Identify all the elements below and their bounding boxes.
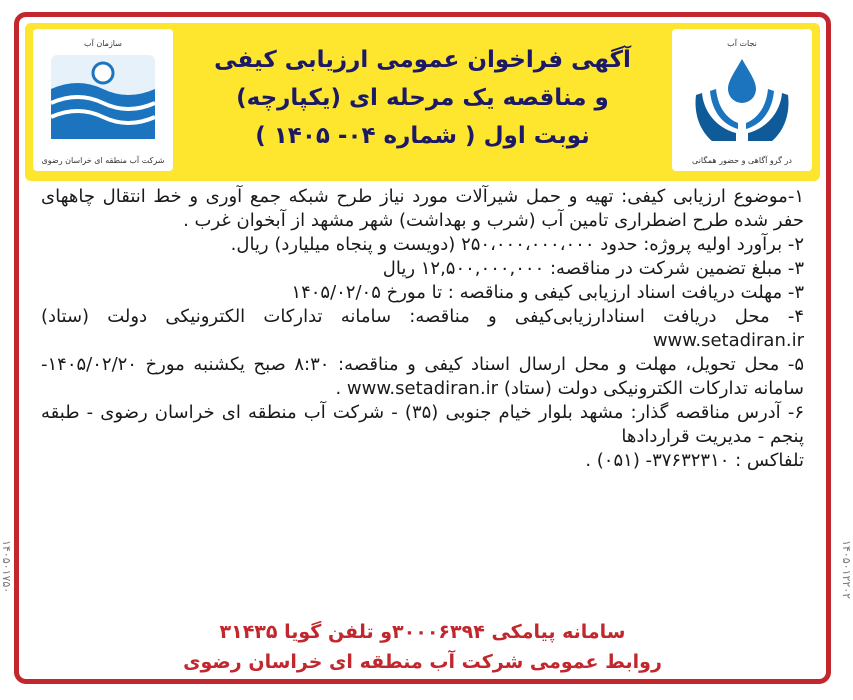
footer-sms-line: سامانه پیامکی ۳۰۰۰۶۳۹۴و تلفن گویا ۳۱۴۳۵: [219, 621, 626, 643]
header-banner: [25, 23, 820, 181]
title-line-2: و مناقصه یک مرحله ای (یکپارچه): [236, 85, 609, 111]
footer-contact: [41, 617, 804, 677]
item-telefax: تلفاکس : ۳۷۶۳۲۳۱۰- (۰۵۱) .: [585, 450, 804, 471]
logo-top-text: نجات آب: [727, 39, 757, 48]
logo-caption: در گرو آگاهی و حضور همگانی: [692, 156, 792, 165]
item-bid-bond: ۳- مبلغ تضمین شرکت در مناقصه: ۱۲,۵۰۰,۰۰۰,۰۰۰ ریال: [382, 258, 804, 279]
item-document-location: ۴- محل دریافت اسنادارزیابی‌کیفی و مناقصه: سامانه تدارکات الکترونیکی دولت (ستاد) www.setadiran.ir: [41, 306, 804, 351]
footer-public-relations: روابط عمومی شرکت آب منطقه ای خراسان رضوی: [183, 651, 662, 673]
side-code-left: ۱۴۰۵۰۱۷۵۰: [0, 540, 13, 594]
item-tender-address: ۶- آدرس مناقصه گذار: مشهد بلوار خیام جنوبی (۳۵) - شرکت آب منطقه ای خراسان رضوی - طبقه پنجم - مدیریت قراردادها: [41, 402, 804, 447]
logo-top-text: سازمان آب: [84, 39, 122, 48]
water-waves-icon: [33, 29, 173, 171]
logo-caption: شرکت آب منطقه ای خراسان رضوی: [41, 156, 165, 165]
save-water-logo: [672, 29, 812, 171]
hands-water-drop-icon: [672, 29, 812, 171]
ad-frame: [14, 12, 831, 684]
item-submission-details: ۵- محل تحویل، مهلت و محل ارسال اسناد کیفی و مناقصه: ۸:۳۰ صبح یکشنبه مورخ ۱۴۰۵/۰۲/۲۰- سامانه تدارکات الکترونیکی دولت (ستاد) www.setadiran.ir .: [41, 354, 804, 399]
title-line-1: آگهی فراخوان عمومی ارزیابی کیفی: [214, 47, 631, 73]
item-subject: ۱-موضوع ارزیابی کیفی: تهیه و حمل شیرآلات مورد نیاز طرح شبکه جمع آوری و خط انتقال چاههای حفر شده طرح اضطراری تامین آب (شرب و بهداشت) شهر مشهد از آبخوان غرب .: [41, 186, 804, 231]
announcement-title: [195, 41, 650, 155]
regional-water-company-logo: [33, 29, 173, 171]
item-initial-estimate: ۲- برآورد اولیه پروژه: حدود ۲۵۰،۰۰۰،۰۰۰،۰۰۰ (دویست و پنجاه میلیارد) ریال.: [230, 234, 804, 255]
announcement-body: [41, 185, 804, 473]
title-line-3: نوبت اول ( شماره ۰۴- ۱۴۰۵ ): [255, 123, 590, 149]
side-code-right: ۱۴۰۵۰۱۲۲۰۲: [840, 540, 853, 600]
item-document-deadline: ۳- مهلت دریافت اسناد ارزیابی کیفی و مناقصه : تا مورخ ۱۴۰۵/۰۲/۰۵: [291, 282, 804, 303]
